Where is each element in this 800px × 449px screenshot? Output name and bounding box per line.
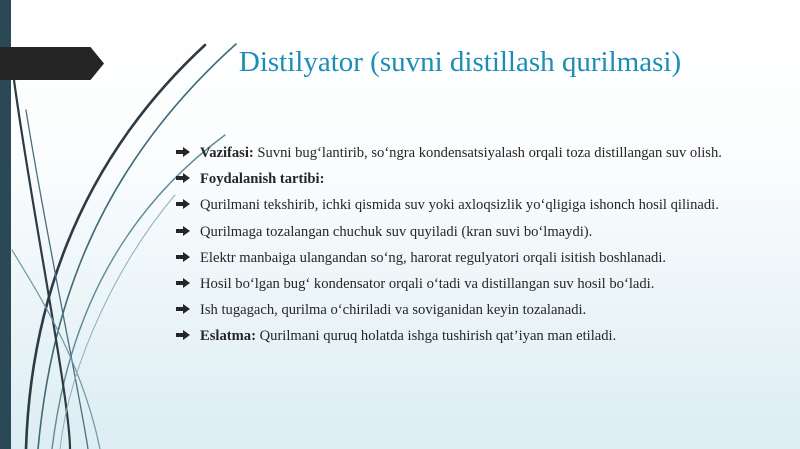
bullet-item (176, 272, 776, 298)
bullet-item (176, 246, 776, 272)
bullet-bold-text: Foydalanish tartibi: (200, 171, 325, 188)
bullet-text: Elektr manbaiga ulangandan so‘ng, harorat regulyatori orqali isitish boshlanadi. (200, 249, 667, 266)
bullet-item (176, 324, 776, 350)
slide-title: Distilyator (suvni distillash qurilmasi) (238, 46, 682, 78)
bullet-item (176, 193, 776, 219)
bullet-bold-text: Vazifasi: (200, 145, 254, 161)
arrow-bullet-icon (176, 226, 190, 236)
bullet-text: Ish tugagach, qurilma o‘chiriladi va soviganidan keyin tozalanadi. (200, 302, 587, 319)
arrow-bullet-icon (176, 173, 190, 183)
bullet-bold-text: Eslatma: (200, 328, 256, 345)
bullet-text: Hosil bo‘lgan bug‘ kondensator orqali o‘tadi va distillangan suv hosil bo‘ladi. (200, 275, 655, 292)
bullet-text: Qurilmani tekshirib, ichki qismida suv yoki axloqsizlik yo‘qligiga ishonch hosil qilinadi. (200, 197, 719, 214)
bullet-item (176, 298, 776, 324)
arrow-bullet-icon (176, 278, 190, 288)
bullet-list (176, 141, 776, 351)
bullet-text: Suvni bug‘lantirib, so‘ngra kondensatsiyalash orqali toza distillangan suv olish. (253, 145, 722, 161)
arrow-bullet-icon (176, 252, 190, 262)
bullet-text: Qurilmaga tozalangan chuchuk suv quyiladi (kran suvi bo‘lmaydi). (200, 223, 593, 240)
arrow-bullet-icon (176, 199, 190, 209)
bullet-text: Qurilmani quruq holatda ishga tushirish qat’iyan man etiladi. (255, 328, 617, 345)
bullet-item (176, 167, 776, 193)
arrow-bullet-icon (176, 330, 190, 340)
bullet-item (176, 141, 776, 167)
bullet-item (176, 220, 776, 246)
title-tab (0, 47, 104, 80)
arrow-bullet-icon (176, 147, 190, 157)
arrow-bullet-icon (176, 304, 190, 314)
